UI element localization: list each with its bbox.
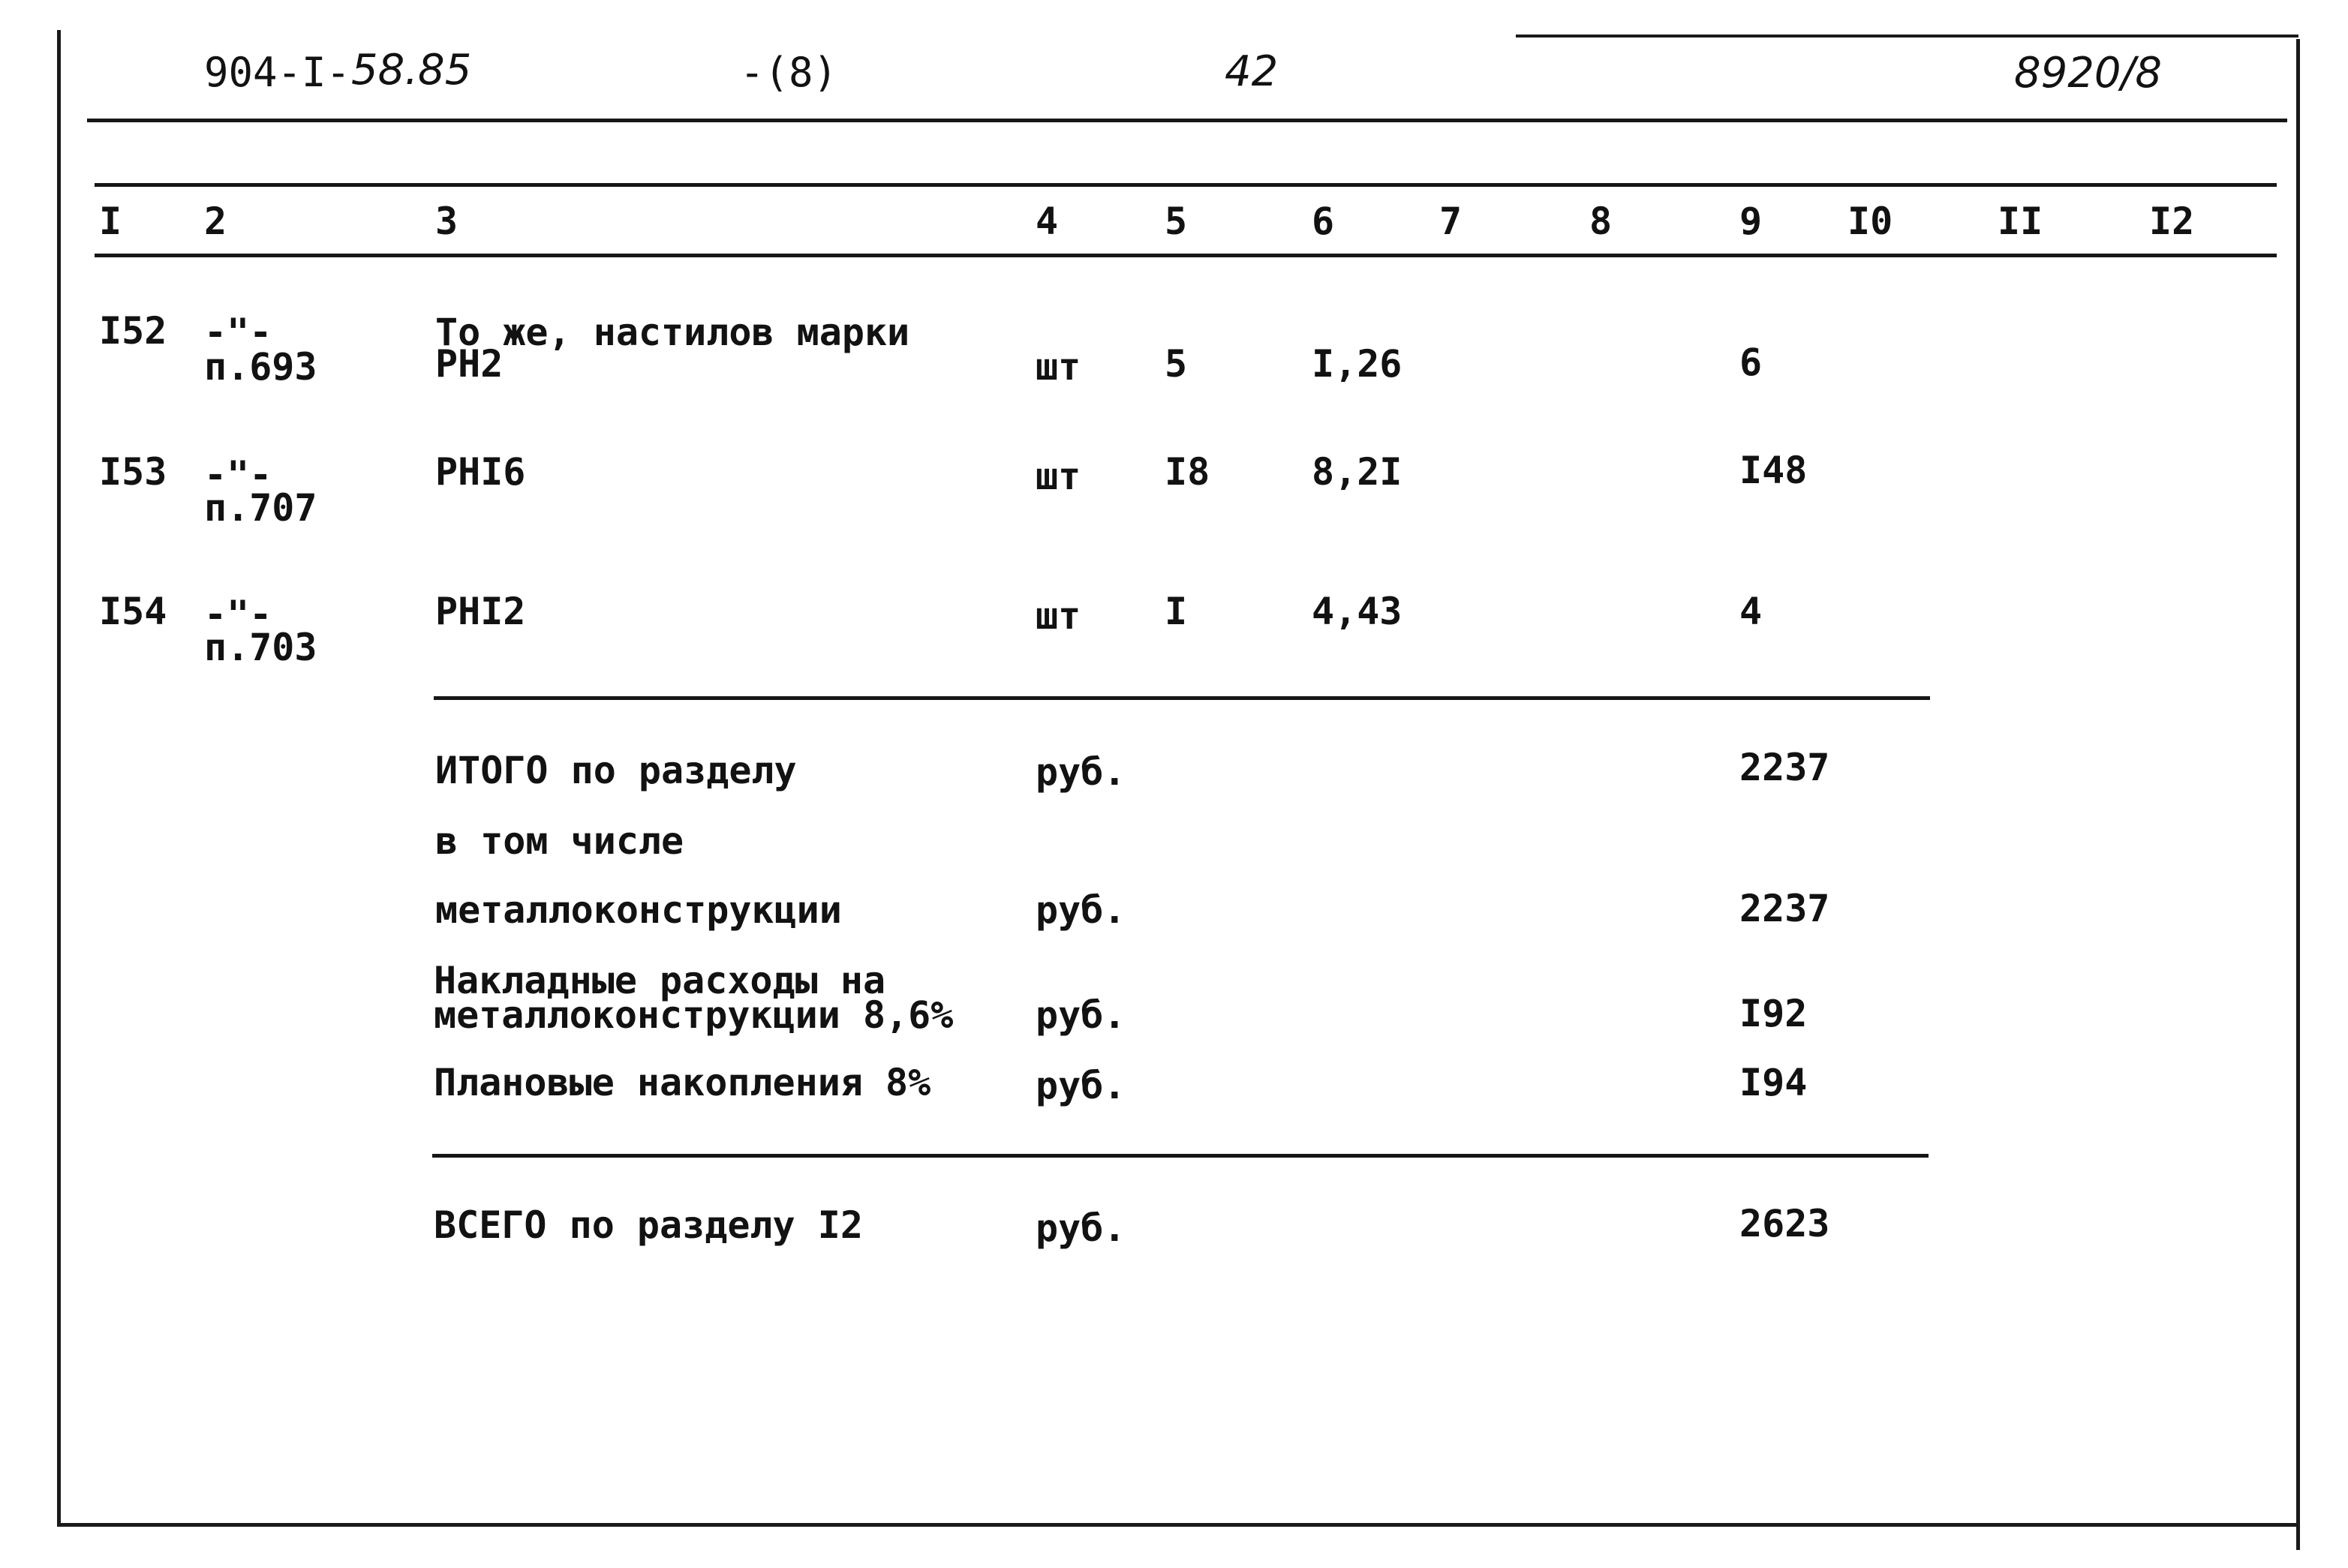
summary-value: 2237	[1739, 887, 1830, 930]
column-header-top-rule	[95, 183, 2277, 187]
summary-value: I92	[1739, 992, 1808, 1035]
row-name: То же, настилов марки	[435, 311, 910, 354]
row-quantity: 5	[1165, 342, 1188, 386]
column-number: 8	[1589, 200, 1613, 243]
column-number: 9	[1739, 200, 1763, 243]
grand-total-rule	[432, 1154, 1929, 1158]
archive-number: 8920/8	[2014, 49, 2163, 98]
doc-code-handwritten: 58.85	[351, 46, 472, 95]
row-number: I53	[99, 450, 167, 494]
grand-total-value: 2623	[1739, 1202, 1830, 1245]
frame-top-border	[1516, 35, 2298, 38]
summary-unit: руб.	[1036, 993, 1126, 1037]
summary-unit: руб.	[1036, 1064, 1126, 1107]
summary-value: I94	[1739, 1061, 1808, 1104]
row-unit: шт	[1036, 345, 1081, 389]
row-name: PHI2	[435, 590, 526, 633]
row-name-mark: PH2	[435, 342, 504, 386]
summary-value: 2237	[1739, 746, 1830, 789]
row-name: PHI6	[435, 450, 526, 494]
row-price: I,26	[1312, 342, 1402, 386]
row-reference-item: п.707	[204, 486, 317, 530]
summary-label: в том числе	[435, 819, 684, 863]
header-rule	[87, 119, 2287, 122]
column-number: 7	[1439, 200, 1463, 243]
grand-total-label: ВСЕГО по разделу I2	[434, 1203, 863, 1247]
row-number: I52	[99, 309, 167, 353]
summary-unit: руб.	[1036, 888, 1126, 932]
column-number: 6	[1312, 200, 1335, 243]
row-total: 6	[1739, 341, 1763, 384]
column-number: 3	[435, 200, 458, 243]
row-number: I54	[99, 590, 167, 633]
frame-right-border	[2296, 39, 2300, 1550]
row-total: 4	[1739, 590, 1763, 633]
grand-total-unit: руб.	[1036, 1206, 1126, 1250]
summary-label: Плановые накопления 8%	[434, 1061, 931, 1104]
summary-unit: руб.	[1036, 750, 1126, 794]
row-price: 8,2I	[1312, 450, 1402, 494]
summary-label: ИТОГО по разделу	[435, 749, 797, 792]
part-number: -(8)	[740, 49, 838, 96]
page-number: 42	[1225, 47, 1279, 96]
summary-label-continued: металлоконструкции 8,6%	[434, 993, 954, 1037]
column-number: I	[99, 200, 122, 243]
row-reference: -"-	[204, 593, 272, 636]
row-reference-item: п.693	[204, 345, 317, 389]
row-reference-item: п.703	[204, 626, 317, 669]
column-number: II	[1998, 200, 2043, 243]
frame-left-border	[57, 30, 61, 1527]
summary-label: Накладные расходы на	[434, 959, 886, 1002]
row-unit: шт	[1036, 594, 1081, 638]
row-quantity: I	[1165, 590, 1188, 633]
column-number: I2	[2149, 200, 2195, 243]
column-number: I0	[1847, 200, 1893, 243]
column-number: 2	[204, 200, 227, 243]
row-reference: -"-	[204, 311, 272, 354]
doc-code-prefix: 904-I-	[204, 49, 351, 96]
frame-bottom-border	[57, 1523, 2300, 1527]
row-unit: шт	[1036, 455, 1081, 498]
row-reference: -"-	[204, 453, 272, 497]
subtotal-rule	[434, 696, 1930, 700]
row-quantity: I8	[1165, 450, 1210, 494]
row-price: 4,43	[1312, 590, 1402, 633]
column-number: 5	[1165, 200, 1188, 243]
column-number: 4	[1036, 200, 1059, 243]
summary-label: металлоконструкции	[435, 888, 842, 932]
row-total: I48	[1739, 449, 1808, 492]
column-header-bottom-rule	[95, 254, 2277, 257]
